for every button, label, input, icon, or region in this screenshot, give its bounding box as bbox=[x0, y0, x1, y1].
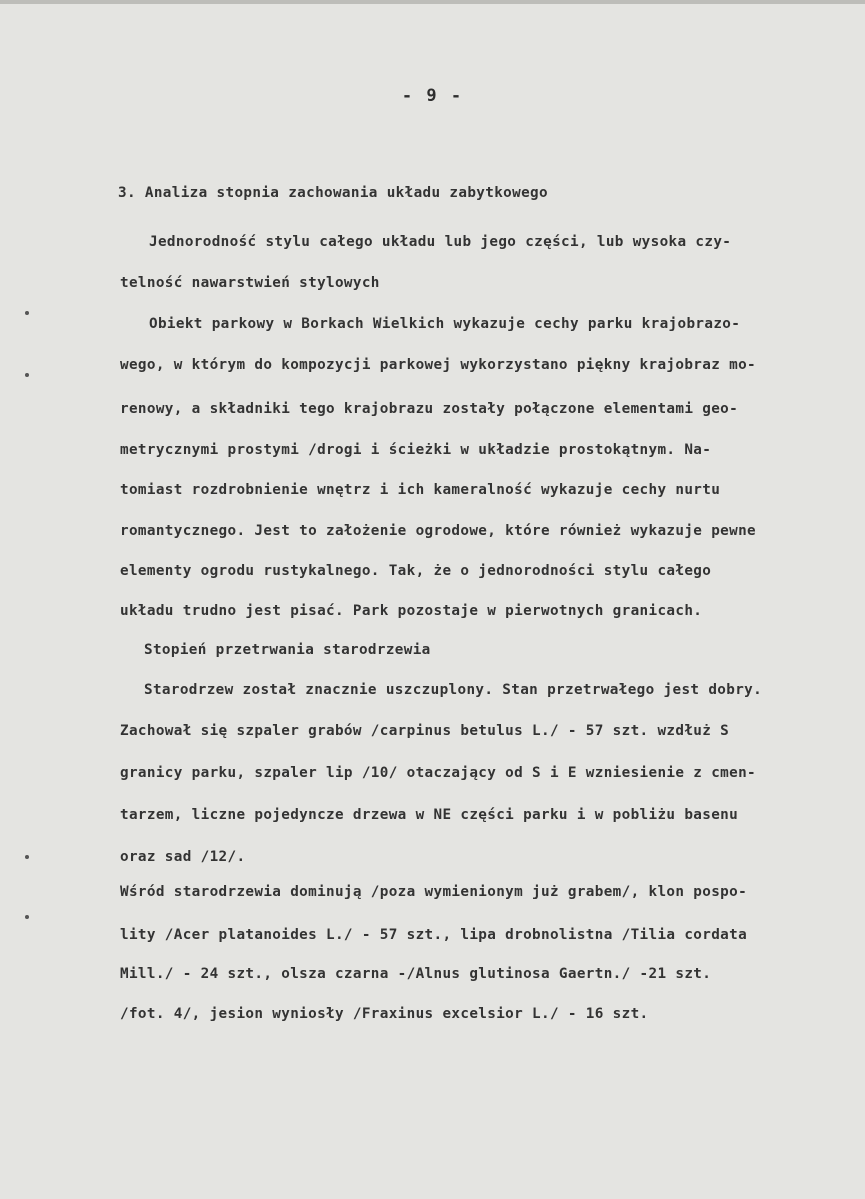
text-line: elementy ogrodu rustykalnego. Tak, że o jednorodności stylu całego bbox=[120, 563, 712, 579]
text-line: /fot. 4/, jesion wyniosły /Fraxinus excelsior L./ - 16 szt. bbox=[120, 1006, 649, 1022]
text-line: romantycznego. Jest to założenie ogrodowe, które również wykazuje pewne bbox=[120, 523, 756, 539]
text-line: renowy, a składniki tego krajobrazu zostały połączone elementami geo- bbox=[120, 401, 739, 417]
section-heading: 3. Analiza stopnia zachowania układu zabytkowego bbox=[118, 185, 548, 201]
text-line: Obiekt parkowy w Borkach Wielkich wykazuje cechy parku krajobrazo- bbox=[149, 316, 741, 332]
page-edge bbox=[0, 0, 865, 4]
text-line: tarzem, liczne pojedyncze drzewa w NE części parku i w pobliżu basenu bbox=[120, 807, 739, 823]
margin-mark bbox=[25, 915, 29, 919]
text-line: Mill./ - 24 szt., olsza czarna -/Alnus glutinosa Gaertn./ -21 szt. bbox=[120, 966, 712, 982]
text-line: Jednorodność stylu całego układu lub jego części, lub wysoka czy- bbox=[149, 234, 732, 250]
subheading: Stopień przetrwania starodrzewia bbox=[144, 642, 431, 658]
page-number: - 9 - bbox=[401, 86, 464, 106]
margin-mark bbox=[25, 855, 29, 859]
text-line: telność nawarstwień stylowych bbox=[120, 275, 380, 291]
text-line: metrycznymi prostymi /drogi i ścieżki w układzie prostokątnym. Na- bbox=[120, 442, 712, 458]
text-line: oraz sad /12/. bbox=[120, 849, 246, 865]
text-line: Wśród starodrzewia dominują /poza wymienionym już grabem/, klon pospo- bbox=[120, 884, 748, 900]
margin-mark bbox=[25, 373, 29, 377]
text-line: tomiast rozdrobnienie wnętrz i ich kameralność wykazuje cechy nurtu bbox=[120, 482, 721, 498]
text-line: granicy parku, szpaler lip /10/ otaczający od S i E wzniesienie z cmen- bbox=[120, 765, 756, 781]
text-line: wego, w którym do kompozycji parkowej wykorzystano piękny krajobraz mo- bbox=[120, 357, 756, 373]
text-line: Zachował się szpaler grabów /carpinus betulus L./ - 57 szt. wzdłuż S bbox=[120, 723, 730, 739]
text-line: układu trudno jest pisać. Park pozostaje w pierwotnych granicach. bbox=[120, 603, 703, 619]
text-line: Starodrzew został znacznie uszczuplony. Stan przetrwałego jest dobry. bbox=[144, 682, 763, 698]
margin-mark bbox=[25, 311, 29, 315]
text-line: lity /Acer platanoides L./ - 57 szt., lipa drobnolistna /Tilia cordata bbox=[120, 927, 748, 943]
